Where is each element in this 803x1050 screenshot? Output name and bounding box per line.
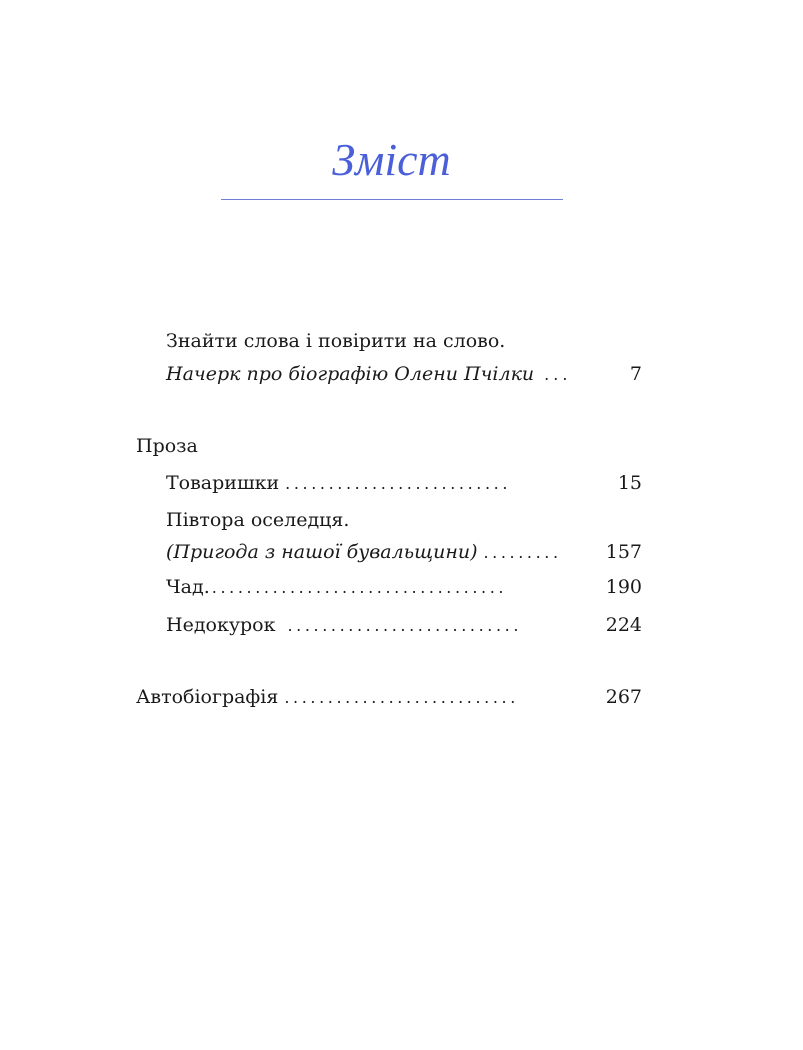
toc-leader-dots: ... [544,365,572,384]
toc-item-nedokurok[interactable] [166,612,642,639]
toc-item-subtitle: (Пригода з нашої бувальщини) [166,541,478,563]
toc-item-pivtora-title-line1[interactable]: Півтора оселедця. [166,509,350,531]
toc-intro-title-line1[interactable]: Знайти слова і повірити на слово. [166,330,506,352]
toc-page-number: 7 [629,363,642,385]
toc-page-number: 190 [605,576,642,598]
toc-leader-dots: .................................. [211,578,508,597]
toc-item-title: Автобіографія [136,686,279,708]
toc-page-number: 157 [605,541,642,563]
section-heading-proza: Проза [136,435,198,457]
toc-item-chad[interactable] [166,574,642,601]
toc-item-title: Товаришки [166,472,280,494]
toc-item-pivtora-oseledtsia[interactable] [166,539,642,566]
toc-leader-dots: .......................... [285,474,512,493]
toc-item-title: Недокурок [166,614,276,636]
toc-intro-title-line2: Начерк про біографію Олени Пчілки [166,363,535,385]
toc-item-avtobiohrafiia[interactable] [136,684,642,711]
toc-leader-dots: ........................... [284,688,519,707]
toc-page-number: 267 [605,686,642,708]
toc-leader-dots: ......... [483,543,562,562]
toc-item-tovaryshky[interactable] [166,470,642,497]
toc-intro-entry[interactable] [166,361,642,388]
toc-item-title: Чад. [166,576,210,598]
toc-page-number: 224 [605,614,642,636]
toc-leader-dots: ........................... [287,616,523,635]
page-title: Зміст [332,134,451,185]
toc-page-number: 15 [617,472,642,494]
